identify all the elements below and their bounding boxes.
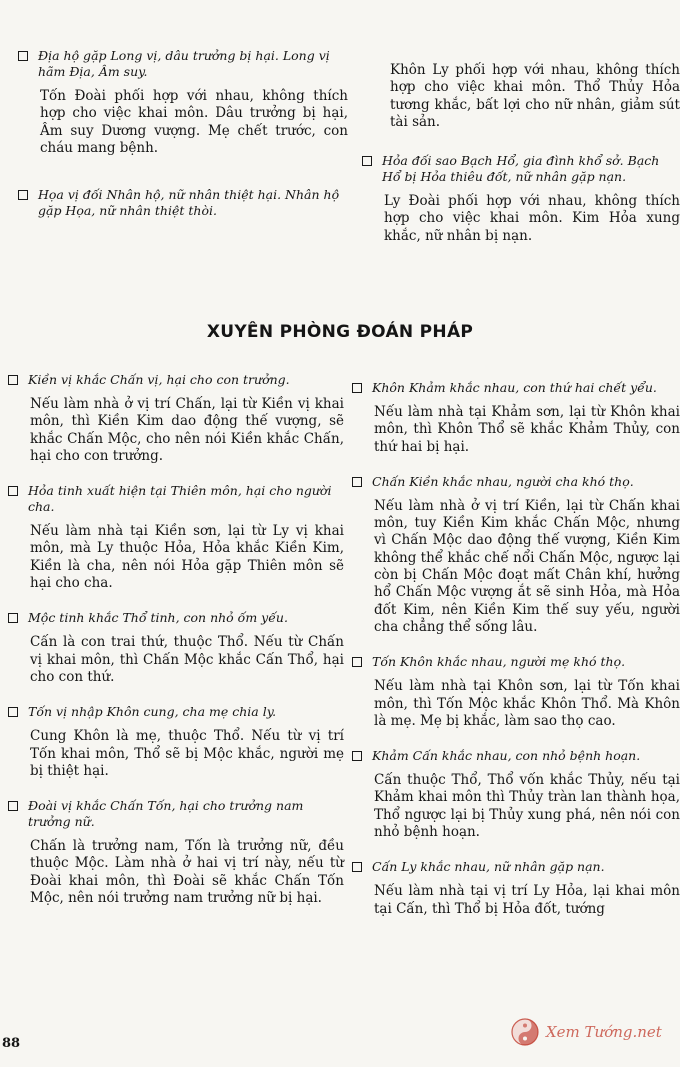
entry-body: Cung Khôn là mẹ, thuộc Thổ. Nếu từ vị trí Tốn khai môn, Thổ sẽ bị Mộc khắc, người mẹ bị thiệt hại. xyxy=(30,728,344,779)
left-main-column xyxy=(8,372,344,907)
entry-heading xyxy=(8,704,344,720)
heading-text: Mộc tinh khắc Thổ tinh, con nhỏ ốm yếu. xyxy=(28,610,288,626)
top-left-column xyxy=(18,48,348,219)
entry-body: Nếu làm nhà ở vị trí Kiền, lại từ Chấn khai môn, tuy Kiền Kim khắc Chấn Mộc, nhưng vì Chấn Mộc dao động thế vượng, Kiền Kim không thể khắc chế nổi Chấn Mộc, ngược lại còn bị Chấn Mộc đoạt mất Chân khí, hưởng hổ Chấn Mộc vượng ắt sẽ sinh Hỏa, mà Hỏa đốt Kim, nên Kiền Kim thế suy yếu, người cha chẳng thể sống lâu. xyxy=(374,497,680,635)
entry-body: Chấn là trưởng nam, Tốn là trưởng nữ, đều thuộc Mộc. Làm nhà ở hai vị trí này, nếu từ Đoài khai môn, thì Đoài sẽ khắc Chấn Tốn Mộc, nên nói trưởng nam trưởng nữ bị hại. xyxy=(30,838,344,907)
checkbox-bullet-icon xyxy=(362,156,372,166)
heading-text: Địa hộ gặp Long vị, dâu trưởng bị hại. Long vị hãm Địa, Âm suy. xyxy=(38,48,330,79)
page-number: 88 xyxy=(2,1036,21,1051)
heading-text: Cấn Ly khắc nhau, nữ nhân gặp nạn. xyxy=(372,859,605,875)
entry xyxy=(362,153,680,245)
continuation-body: Khôn Ly phối hợp với nhau, không thích hợp cho việc khai môn. Thổ Thủy Hỏa tương khắc, bất lợi cho nữ nhân, giảm sút tài sản. xyxy=(390,62,680,130)
heading-text: Hỏa đối sao Bạch Hổ, gia đình khổ sở. Bạch Hổ bị Hỏa thiêu đốt, nữ nhân gặp nạn. xyxy=(382,153,660,185)
entry xyxy=(8,372,344,465)
checkbox-bullet-icon xyxy=(8,486,18,496)
checkbox-bullet-icon xyxy=(352,751,362,761)
heading-text: Tốn vị nhập Khôn cung, cha mẹ chia ly. xyxy=(28,704,277,720)
checkbox-bullet-icon xyxy=(18,190,28,200)
entry xyxy=(18,187,348,219)
entry xyxy=(352,748,680,841)
checkbox-bullet-icon xyxy=(8,707,18,717)
entry xyxy=(352,654,680,730)
yin-yang-icon xyxy=(510,1017,540,1047)
entry xyxy=(352,474,680,636)
entry-heading xyxy=(8,483,344,515)
section-title: XUYÊN PHÒNG ĐOÁN PHÁP xyxy=(206,322,474,342)
entry xyxy=(8,798,344,907)
heading-text: Kiền vị khắc Chấn vị, hại cho con trưởng. xyxy=(28,372,290,387)
entry xyxy=(8,610,344,686)
entry-body: Nếu làm nhà tại Kiền sơn, lại từ Ly vị khai môn, mà Ly thuộc Hỏa, Hỏa khắc Kiền Kim, Kiền là cha, nên nói Hỏa gặp Thiên môn sẽ hại cho cha. xyxy=(30,523,344,592)
heading-text: Khôn Khảm khắc nhau, con thứ hai chết yểu. xyxy=(372,380,657,395)
entry-heading xyxy=(18,48,348,80)
heading-text: Đoài vị khắc Chấn Tốn, hại cho trưởng nam trưởng nữ. xyxy=(28,798,304,830)
entry-heading xyxy=(362,153,680,185)
entry-body: Cấn thuộc Thổ, Thổ vốn khắc Thủy, nếu tại Khảm khai môn thì Thủy tràn lan thành họa, Thổ ngược lại bị Thủy xung phá, nên nói con nhỏ bệnh hoạn. xyxy=(374,772,680,841)
entry-body: Nếu làm nhà tại Khảm sơn, lại từ Khôn khai môn, thì Khôn Thổ sẽ khắc Khảm Thủy, con thứ hai bị hại. xyxy=(374,404,680,455)
entry-heading xyxy=(352,859,680,875)
checkbox-bullet-icon xyxy=(8,613,18,623)
checkbox-bullet-icon xyxy=(18,51,28,61)
watermark xyxy=(510,1012,680,1052)
entry-heading xyxy=(18,187,348,219)
entry-body: Ly Đoài phối hợp với nhau, không thích hợp cho việc khai môn. Kim Hỏa xung khắc, nữ nhân bị nạn. xyxy=(384,193,680,244)
entry-body: Nếu làm nhà tại vị trí Ly Hỏa, lại khai môn tại Cấn, thì Thổ bị Hỏa đốt, tướng xyxy=(374,883,680,917)
entry-heading xyxy=(352,748,680,764)
heading-text: Khảm Cấn khắc nhau, con nhỏ bệnh hoạn. xyxy=(372,748,641,764)
entry-heading xyxy=(8,372,344,388)
checkbox-bullet-icon xyxy=(352,862,362,872)
entry-heading xyxy=(352,380,680,396)
checkbox-bullet-icon xyxy=(8,375,18,385)
checkbox-bullet-icon xyxy=(8,801,18,811)
heading-text: Chấn Kiền khắc nhau, người cha khó thọ. xyxy=(372,473,634,489)
entry-body: Nếu làm nhà ở vị trí Chấn, lại từ Kiền vị khai môn, thì Kiền Kim dao động thế vượng, sẽ khắc Chấn Mộc, cho nên nói Kiền khắc Chấn, hại cho con trưởng. xyxy=(30,396,344,464)
right-main-column xyxy=(352,380,680,918)
entry xyxy=(8,704,344,780)
heading-text: Họa vị đối Nhân hộ, nữ nhân thiệt hại. Nhân hộ gặp Họa, nữ nhân thiệt thòi. xyxy=(38,187,340,219)
entry xyxy=(352,859,680,918)
entry-body: Tốn Đoài phối hợp với nhau, không thích hợp cho việc khai môn. Dâu trưởng bị hại, Âm suy Dương vượng. Mẹ chết trước, con cháu mang bệnh. xyxy=(40,88,348,156)
heading-text: Hỏa tinh xuất hiện tại Thiên môn, hại cho người cha. xyxy=(28,483,332,515)
entry-heading xyxy=(352,474,680,490)
entry-heading xyxy=(8,610,344,626)
entry xyxy=(352,380,680,456)
checkbox-bullet-icon xyxy=(352,383,362,393)
watermark-text: Xem Tướng.net xyxy=(546,1023,662,1041)
heading-text: Tốn Khôn khắc nhau, người mẹ khó thọ. xyxy=(372,654,626,670)
entry xyxy=(8,483,344,592)
entry-body: Nếu làm nhà tại Khôn sơn, lại từ Tốn khai môn, thì Tốn Mộc khắc Khôn Thổ. Mà Khôn là mẹ. Mẹ bị khắc, làm sao thọ cao. xyxy=(374,678,680,729)
entry-heading xyxy=(352,654,680,670)
entry-heading xyxy=(8,798,344,830)
checkbox-bullet-icon xyxy=(352,477,362,487)
checkbox-bullet-icon xyxy=(352,657,362,667)
entry xyxy=(18,48,348,157)
entry-body: Cấn là con trai thứ, thuộc Thổ. Nếu từ Chấn vị khai môn, thì Chấn Mộc khắc Cấn Thổ, hại cho con thứ. xyxy=(30,634,344,685)
top-right-column xyxy=(362,62,680,245)
